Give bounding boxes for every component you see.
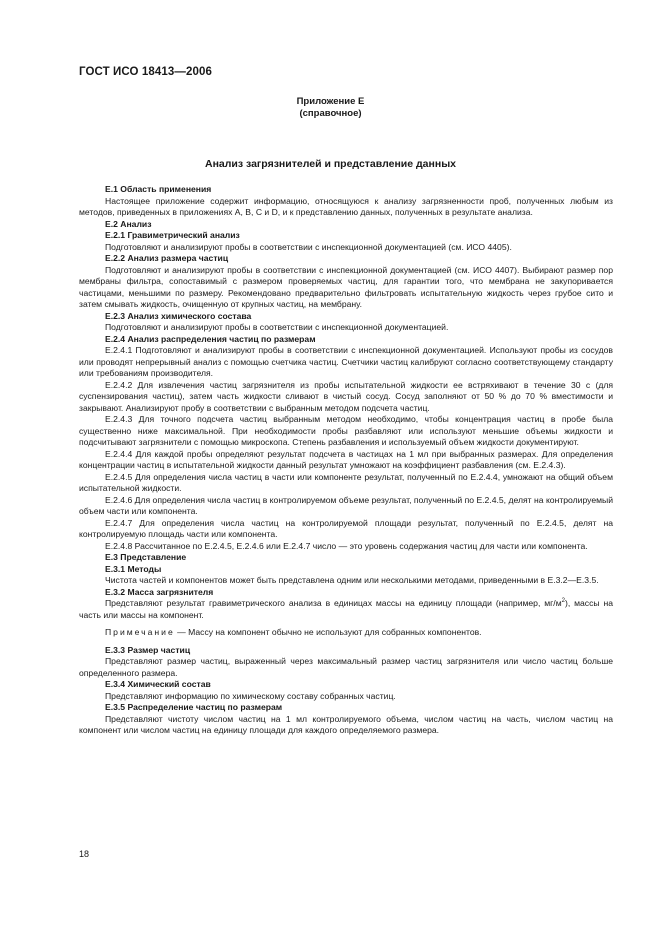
paragraph: Е.2.4.5 Для определения числа частиц в части или компоненте результат, полученный по Е.2.4.4, умножают на общий объем испытательной жидкости. bbox=[79, 471, 613, 493]
paragraph-text: Представляют результат гравиметрического анализа в единицах массы на единицу площади (например, мг/м bbox=[105, 598, 562, 608]
section-title: Анализ загрязнителей и представление данных bbox=[204, 158, 456, 170]
section-heading: Е.2.3 Анализ химического состава bbox=[105, 310, 252, 321]
standard-header: ГОСТ ИСО 18413—2006 bbox=[79, 66, 212, 78]
section-heading: Е.3 Представление bbox=[105, 552, 187, 562]
paragraph: Е.2.4.2 Для извлечения частиц загрязнителя из пробы испытательной жидкости ее встряхивают в течение 30 с (для суспензирования частиц), затем часть жидкости сливают в чистый сосуд. Сосуд заполняют от 50 % до 70 % вместимости и закрывают. Анализируют пробу в соответствии с выбранным методом подсчета частиц. bbox=[79, 379, 613, 413]
section-heading: Е.1 Область применения bbox=[105, 184, 212, 194]
paragraph: Подготовляют и анализируют пробы в соответствии с инспекционной документацией (см. ИСО 4405). bbox=[105, 241, 512, 252]
paragraph: Е.2.4.1 Подготовляют и анализируют пробы в соответствии с инспекционной документацией. Используют пробы из сосудов или проводят непрерывный анализ с помощью счетчика частиц. Счетчики частиц калибруют согласно соответствующему стандарту или требованиям производителя. bbox=[79, 345, 613, 378]
section-heading: Е.3.2 Масса загрязнителя bbox=[105, 586, 214, 597]
document-body bbox=[79, 184, 613, 737]
annex-title: Приложение Е bbox=[296, 96, 365, 107]
annex-subtitle: (справочное) bbox=[299, 108, 362, 119]
paragraph: Подготовляют и анализируют пробы в соответствии с инспекционной документацией (см. ИСО 4407). Выбирают размер пор мембраны фильтра, сопоставимый с размером проверяемых частиц, для гарантии того, что мембрана не закупоривается частицами, меньшими по размеру. Рекомендовано предварительно фильтровать испытательную жидкость через грубое сито и затем смывать жидкость, очищенную от крупных частиц, на мембрану. bbox=[79, 264, 613, 309]
paragraph: Представляют чистоту числом частиц на 1 мл контролируемого объема, числом частиц на часть, числом частиц на компонент или числом частиц на единицу площади для каждого определяемого размера. bbox=[79, 713, 613, 735]
paragraph: Е.2.4.8 Рассчитанное по Е.2.4.5, Е.2.4.6 или Е.2.4.7 число — это уровень содержания частиц для части или компонента. bbox=[105, 540, 588, 551]
paragraph: Е.2.4.3 Для точного подсчета частиц выбранным методом необходимо, чтобы концентрация частиц в пробе была существенно ниже максимальной. При необходимости пробы разбавляют или используют меньшие объемы жидкости и подсчитывают загрязнители с помощью микроскопа. Степень разбавления и используемый объем жидкости документируют. bbox=[79, 414, 613, 447]
note-text: — Массу на компонент обычно не используют для собранных компонентов. bbox=[174, 627, 482, 637]
section-heading: Е.3.3 Размер частиц bbox=[105, 644, 191, 655]
section-heading: Е.2.1 Гравиметрический анализ bbox=[105, 230, 240, 240]
paragraph: Настоящее приложение содержит информацию, относящуюся к анализу загрязненности проб, полученных любым из методов, приведенных в приложениях А, В, С и D, и к представлению данных, полученных в результате анализа. bbox=[79, 195, 613, 217]
paragraph: Представляют размер частиц, выраженный через максимальный размер частиц загрязнителя или число частиц больше определенного размера. bbox=[79, 656, 613, 678]
note-label: Примечание bbox=[105, 627, 175, 637]
paragraph: Е.2.4.6 Для определения числа частиц в контролируемом объеме результат, полученный по Е.2.4.5, делят на контролируемый объем части или компонента. bbox=[79, 494, 613, 516]
paragraph: Представляют информацию по химическому составу собранных частиц. bbox=[105, 690, 396, 701]
paragraph: Е.2.4.4 Для каждой пробы определяют результат подсчета в частицах на 1 мл при выбранных размерах. Для определения концентрации частиц в испытательной жидкости данный результат умножают на коэффициент разбавления (см. Е.2.4.3). bbox=[79, 448, 613, 470]
paragraph-text: ), массы на часть или массы на компонент. bbox=[79, 598, 613, 620]
paragraph bbox=[79, 598, 613, 621]
section-heading: Е.2 Анализ bbox=[105, 218, 152, 229]
paragraph: Чистота частей и компонентов может быть представлена одним или несколькими методами, приведенными в Е.3.2—Е.3.5. bbox=[105, 575, 599, 585]
section-heading: Е.2.2 Анализ размера частиц bbox=[105, 253, 229, 263]
section-heading: Е.2.4 Анализ распределения частиц по размерам bbox=[105, 333, 316, 344]
section-heading: Е.3.4 Химический состав bbox=[105, 679, 211, 689]
note bbox=[79, 627, 613, 639]
section-heading: Е.3.1 Методы bbox=[105, 563, 162, 574]
page-number: 18 bbox=[79, 849, 90, 859]
paragraph: Е.2.4.7 Для определения числа частиц на контролируемой площади результат, полученный по Е.2.4.5, делят на контролируемую площадь части или компонента. bbox=[79, 517, 613, 539]
paragraph: Подготовляют и анализируют пробы в соответствии с инспекционной документацией. bbox=[105, 322, 449, 332]
section-heading: Е.3.5 Распределение частиц по размерам bbox=[105, 702, 283, 712]
superscript: 2 bbox=[561, 598, 565, 605]
